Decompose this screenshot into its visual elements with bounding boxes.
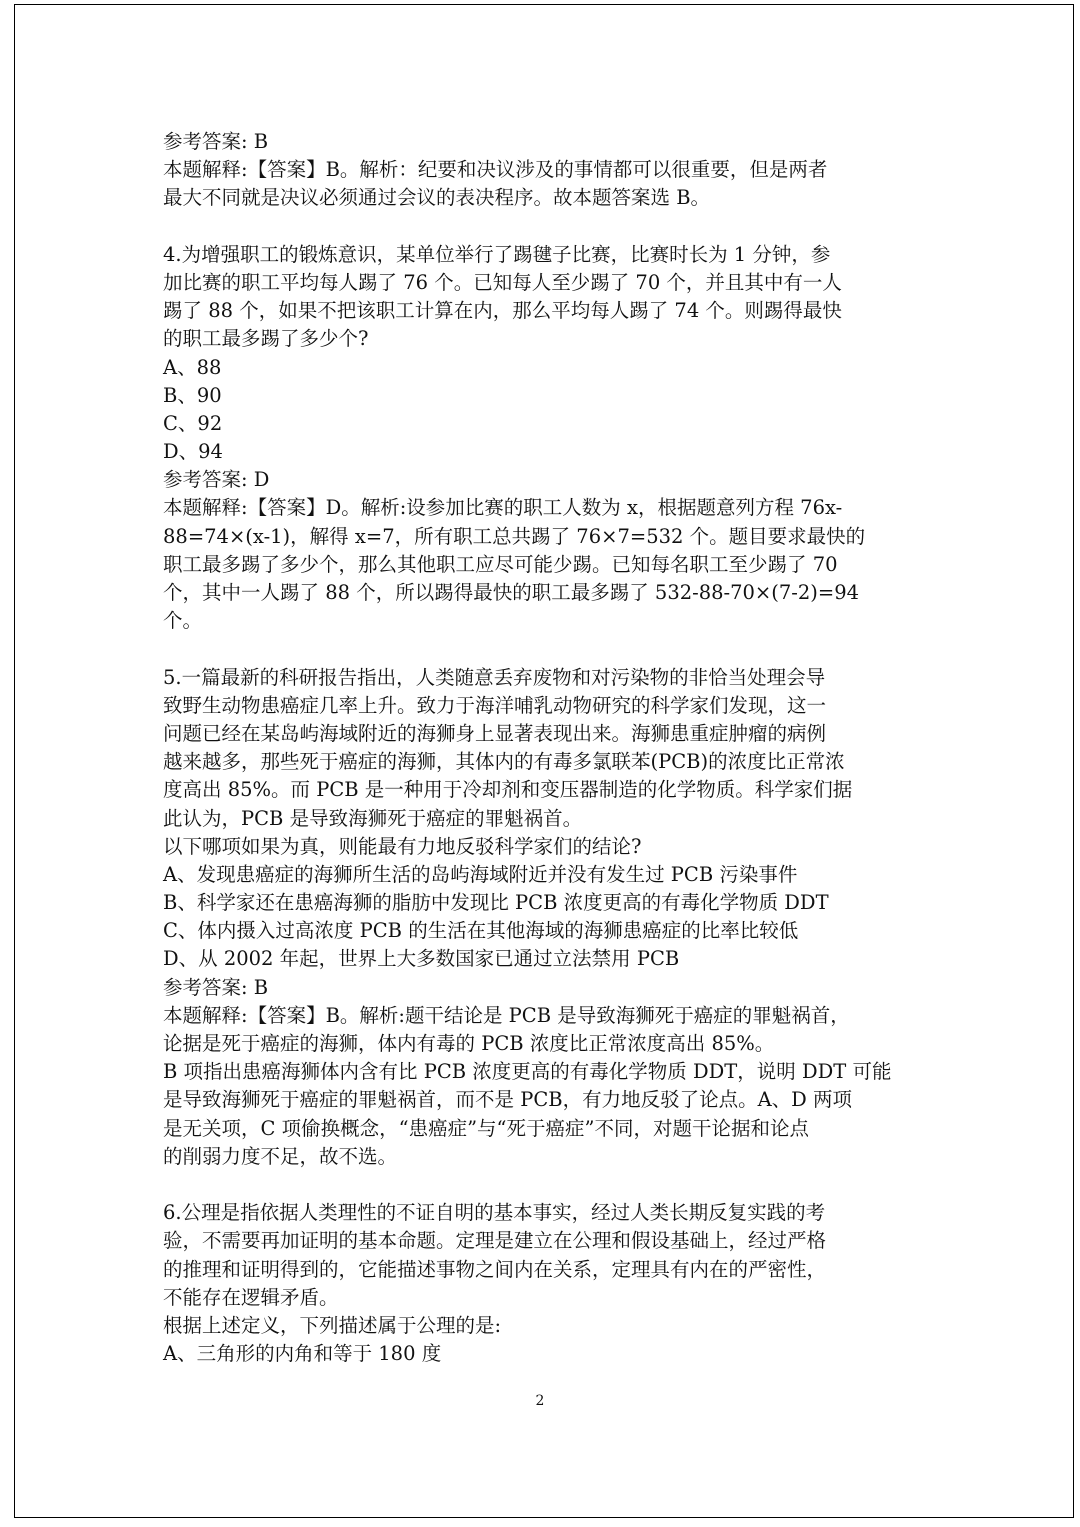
text-line: 的推理和证明得到的，它能描述事物之间内在关系，定理具有内在的严密性，: [163, 1257, 827, 1281]
text-line: 本题解释:【答案】D。解析:设参加比赛的职工人数为 x，根据题意列方程 76x-: [163, 496, 843, 520]
text-line: 参考答案: B: [163, 130, 269, 153]
text-line: 本题解释:【答案】B。解析:题干结论是 PCB 是导致海狮死于癌症的罪魁祸首，: [163, 1003, 850, 1027]
text-line: D、94: [163, 440, 223, 464]
text-line: 问题已经在某岛屿海域附近的海狮身上显著表现出来。海狮患重症肿瘤的病例: [163, 721, 827, 745]
text-line: 个。: [163, 609, 203, 633]
text-line: B、科学家还在患癌海狮的脂肪中发现比 PCB 浓度更高的有毒化学物质 DDT: [163, 891, 829, 915]
text-line: 职工最多踢了多少个，那么其他职工应尽可能少踢。已知每名职工至少踢了 70: [163, 552, 838, 576]
text-line: 不能存在逻辑矛盾。: [163, 1285, 339, 1309]
text-line: 验，不需要再加证明的基本命题。定理是建立在公理和假设基础上，经过严格: [163, 1229, 827, 1253]
text-line: 致野生动物患癌症几率上升。致力于海洋哺乳动物研究的科学家们发现，这一: [163, 693, 827, 717]
text-line: A、发现患癌症的海狮所生活的岛屿海域附近并没有发生过 PCB 污染事件: [163, 862, 798, 886]
text-line: 的削弱力度不足，故不选。: [163, 1144, 398, 1168]
paragraph-gap: [163, 1171, 923, 1199]
text-line: 本题解释:【答案】B。解析：纪要和决议涉及的事情都可以很重要，但是两者: [163, 158, 828, 182]
text-line: 参考答案: B: [163, 975, 269, 999]
paragraph-gap: [163, 635, 923, 663]
text-line: A、88: [163, 355, 222, 379]
text-line: 6.公理是指依据人类理性的不证自明的基本事实，经过人类长期反复实践的考: [163, 1201, 826, 1225]
document-body: [163, 128, 923, 1368]
text-line: 个，其中一人踢了 88 个，所以踢得最快的职工最多踢了 532-88-70×(7-2)=94: [163, 581, 860, 604]
text-line: 以下哪项如果为真，则能最有力地反驳科学家们的结论?: [163, 834, 642, 858]
text-line: B 项指出患癌海狮体内含有比 PCB 浓度更高的有毒化学物质 DDT，说明 DDT 可能: [163, 1060, 892, 1084]
text-line: 4.为增强职工的锻炼意识，某单位举行了踢毽子比赛，比赛时长为 1 分钟，参: [163, 242, 831, 266]
text-line: A、三角形的内角和等于 180 度: [163, 1342, 442, 1366]
text-line: 加比赛的职工平均每人踢了 76 个。已知每人至少踢了 70 个，并且其中有一人: [163, 270, 842, 294]
text-line: 参考答案: D: [163, 468, 270, 492]
text-line: 越来越多，那些死于癌症的海狮，其体内的有毒多氯联苯(PCB)的浓度比正常浓: [163, 750, 845, 774]
text-line: D、从 2002 年起，世界上大多数国家已通过立法禁用 PCB: [163, 947, 680, 971]
text-line: 此认为，PCB 是导致海狮死于癌症的罪魁祸首。: [163, 806, 583, 830]
text-line: 根据上述定义，下列描述属于公理的是:: [163, 1313, 502, 1337]
text-line: 踢了 88 个，如果不把该职工计算在内，那么平均每人踢了 74 个。则踢得最快: [163, 299, 842, 323]
paragraph-gap: [163, 213, 923, 241]
text-line: B、90: [163, 383, 222, 407]
text-line: 是无关项，C 项偷换概念，“患癌症”与“死于癌症”不同，对题干论据和论点: [163, 1116, 809, 1140]
text-line: C、体内摄入过高浓度 PCB 的生活在其他海域的海狮患癌症的比率比较低: [163, 919, 799, 943]
text-line: 的职工最多踢了多少个?: [163, 327, 369, 351]
text-line: C、92: [163, 411, 223, 435]
text-line: 是导致海狮死于癌症的罪魁祸首，而不是 PCB，有力地反驳了论点。A、D 两项: [163, 1088, 852, 1112]
text-line: 最大不同就是决议必须通过会议的表决程序。故本题答案选 B。: [163, 186, 711, 210]
text-line: 度高出 85%。而 PCB 是一种用于冷却剂和变压器制造的化学物质。科学家们据: [163, 778, 853, 802]
text-line: 88=74×(x-1)，解得 x=7，所有职工总共踢了 76×7=532 个。题目要求最快的: [163, 524, 866, 548]
text-line: 论据是死于癌症的海狮，体内有毒的 PCB 浓度比正常浓度高出 85%。: [163, 1032, 775, 1055]
text-line: 5.一篇最新的科研报告指出，人类随意丢弃废物和对污染物的非恰当处理会导: [163, 665, 826, 689]
page-number: 2: [535, 1393, 545, 1409]
